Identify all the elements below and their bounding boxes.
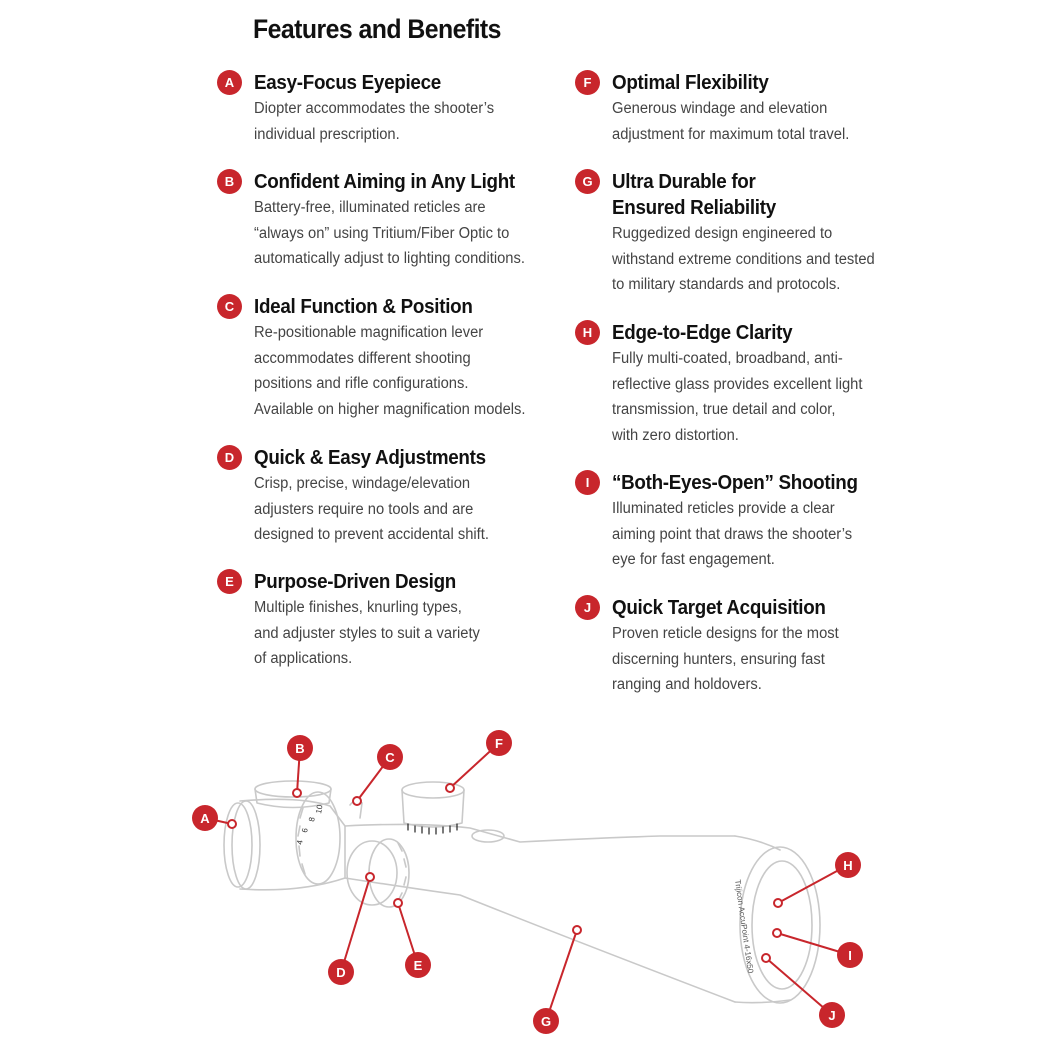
eyepiece-rim	[224, 803, 252, 887]
callout-f-letter: F	[495, 736, 503, 751]
feature-j-title: Quick Target Acquisition	[612, 597, 826, 619]
dial-number-10: 10	[314, 804, 325, 815]
feature-f-title: Optimal Flexibility	[612, 72, 769, 94]
dial-number-6: 6	[300, 827, 310, 834]
feature-e-description: Multiple finishes, knurling types, and adjuster styles to suit a variety of applications.	[254, 599, 480, 667]
feature-c	[224, 294, 574, 422]
leader-a-dot	[228, 820, 236, 828]
scope-engraving: Trijicon AccuPoint 4-16x50	[733, 879, 756, 974]
feature-b-title: Confident Aiming in Any Light	[254, 171, 515, 193]
feature-i-badge: I	[575, 470, 600, 495]
page-title: Features and Benefits	[253, 14, 501, 44]
callout-i-letter: I	[848, 948, 852, 963]
leader-j	[766, 958, 832, 1015]
feature-g-badge: G	[575, 169, 600, 194]
dial-number-8: 8	[307, 816, 317, 823]
feature-c-badge: C	[217, 294, 242, 319]
feature-d	[224, 445, 574, 548]
feature-i-description: Illuminated reticles provide a clear aiming point that draws the shooter’s eye for fast engagement.	[612, 500, 853, 568]
dial-number-4: 4	[295, 839, 305, 846]
feature-h-description: Fully multi-coated, broadband, anti- reflective glass provides excellent light transmission, true detail and color, with zero distortion.	[612, 350, 863, 444]
feature-a-title: Easy-Focus Eyepiece	[254, 72, 441, 94]
feature-i-title: “Both-Eyes-Open” Shooting	[612, 472, 858, 494]
leader-b-dot	[293, 789, 301, 797]
feature-b	[224, 169, 574, 272]
callout-j-letter: J	[828, 1008, 836, 1023]
eyepiece-ring	[232, 801, 260, 889]
leader-h-dot	[774, 899, 782, 907]
feature-f-badge: F	[575, 70, 600, 95]
leader-d-dot	[366, 873, 374, 881]
leader-g	[546, 930, 577, 1021]
feature-f	[583, 70, 932, 147]
feature-b-badge: B	[217, 169, 242, 194]
leader-e-dot	[394, 899, 402, 907]
callout-b-letter: B	[295, 741, 305, 756]
leader-g-dot	[573, 926, 581, 934]
feature-g-title: Ultra Durable for Ensured Reliability	[612, 171, 776, 219]
feature-c-description: Re-positionable magnification lever accommodates different shooting positions and rifle configurations. Available on higher magnification models.	[254, 324, 526, 418]
callout-e-letter: E	[413, 958, 423, 973]
feature-d-description: Crisp, precise, windage/elevation adjusters require no tools and are designed to prevent accidental shift.	[254, 475, 489, 543]
feature-h	[582, 320, 932, 448]
objective-lens	[752, 861, 812, 989]
feature-g-description: Ruggedized design engineered to withstand extreme conditions and tested to military standards and protocols.	[612, 225, 875, 293]
feature-e-badge: E	[217, 569, 242, 594]
feature-i	[585, 470, 932, 573]
feature-g	[582, 169, 932, 298]
leader-f-dot	[446, 784, 454, 792]
feature-b-description: Battery-free, illuminated reticles are “always on” using Tritium/Fiber Optic to automatically adjust to lighting conditions.	[254, 199, 525, 267]
leader-j-dot	[762, 954, 770, 962]
leader-d	[341, 877, 370, 972]
feature-f-description: Generous windage and elevation adjustment for maximum total travel.	[612, 100, 850, 143]
feature-c-title: Ideal Function & Position	[254, 296, 473, 318]
leader-c-dot	[353, 797, 361, 805]
callout-d-letter: D	[336, 965, 346, 980]
feature-h-title: Edge-to-Edge Clarity	[612, 322, 793, 344]
feature-a	[224, 70, 574, 147]
callout-g-letter: G	[540, 1014, 552, 1029]
feature-a-description: Diopter accommodates the shooter’s individual prescription.	[254, 100, 495, 143]
scope-diagram	[0, 715, 1060, 1060]
feature-h-badge: H	[575, 320, 600, 345]
feature-e-title: Purpose-Driven Design	[254, 571, 456, 593]
callout-a-letter: A	[200, 811, 210, 826]
feature-j	[583, 595, 932, 698]
feature-e	[225, 569, 574, 672]
feature-j-badge: J	[575, 595, 600, 620]
feature-d-badge: D	[217, 445, 242, 470]
dial-numbers	[295, 803, 325, 845]
feature-a-badge: A	[217, 70, 242, 95]
feature-j-description: Proven reticle designs for the most discerning hunters, ensuring fast ranging and holdovers.	[612, 625, 839, 693]
leader-i-dot	[773, 929, 781, 937]
callout-h-letter: H	[843, 858, 853, 873]
feature-d-title: Quick & Easy Adjustments	[254, 447, 486, 469]
callout-c-letter: C	[385, 750, 395, 765]
